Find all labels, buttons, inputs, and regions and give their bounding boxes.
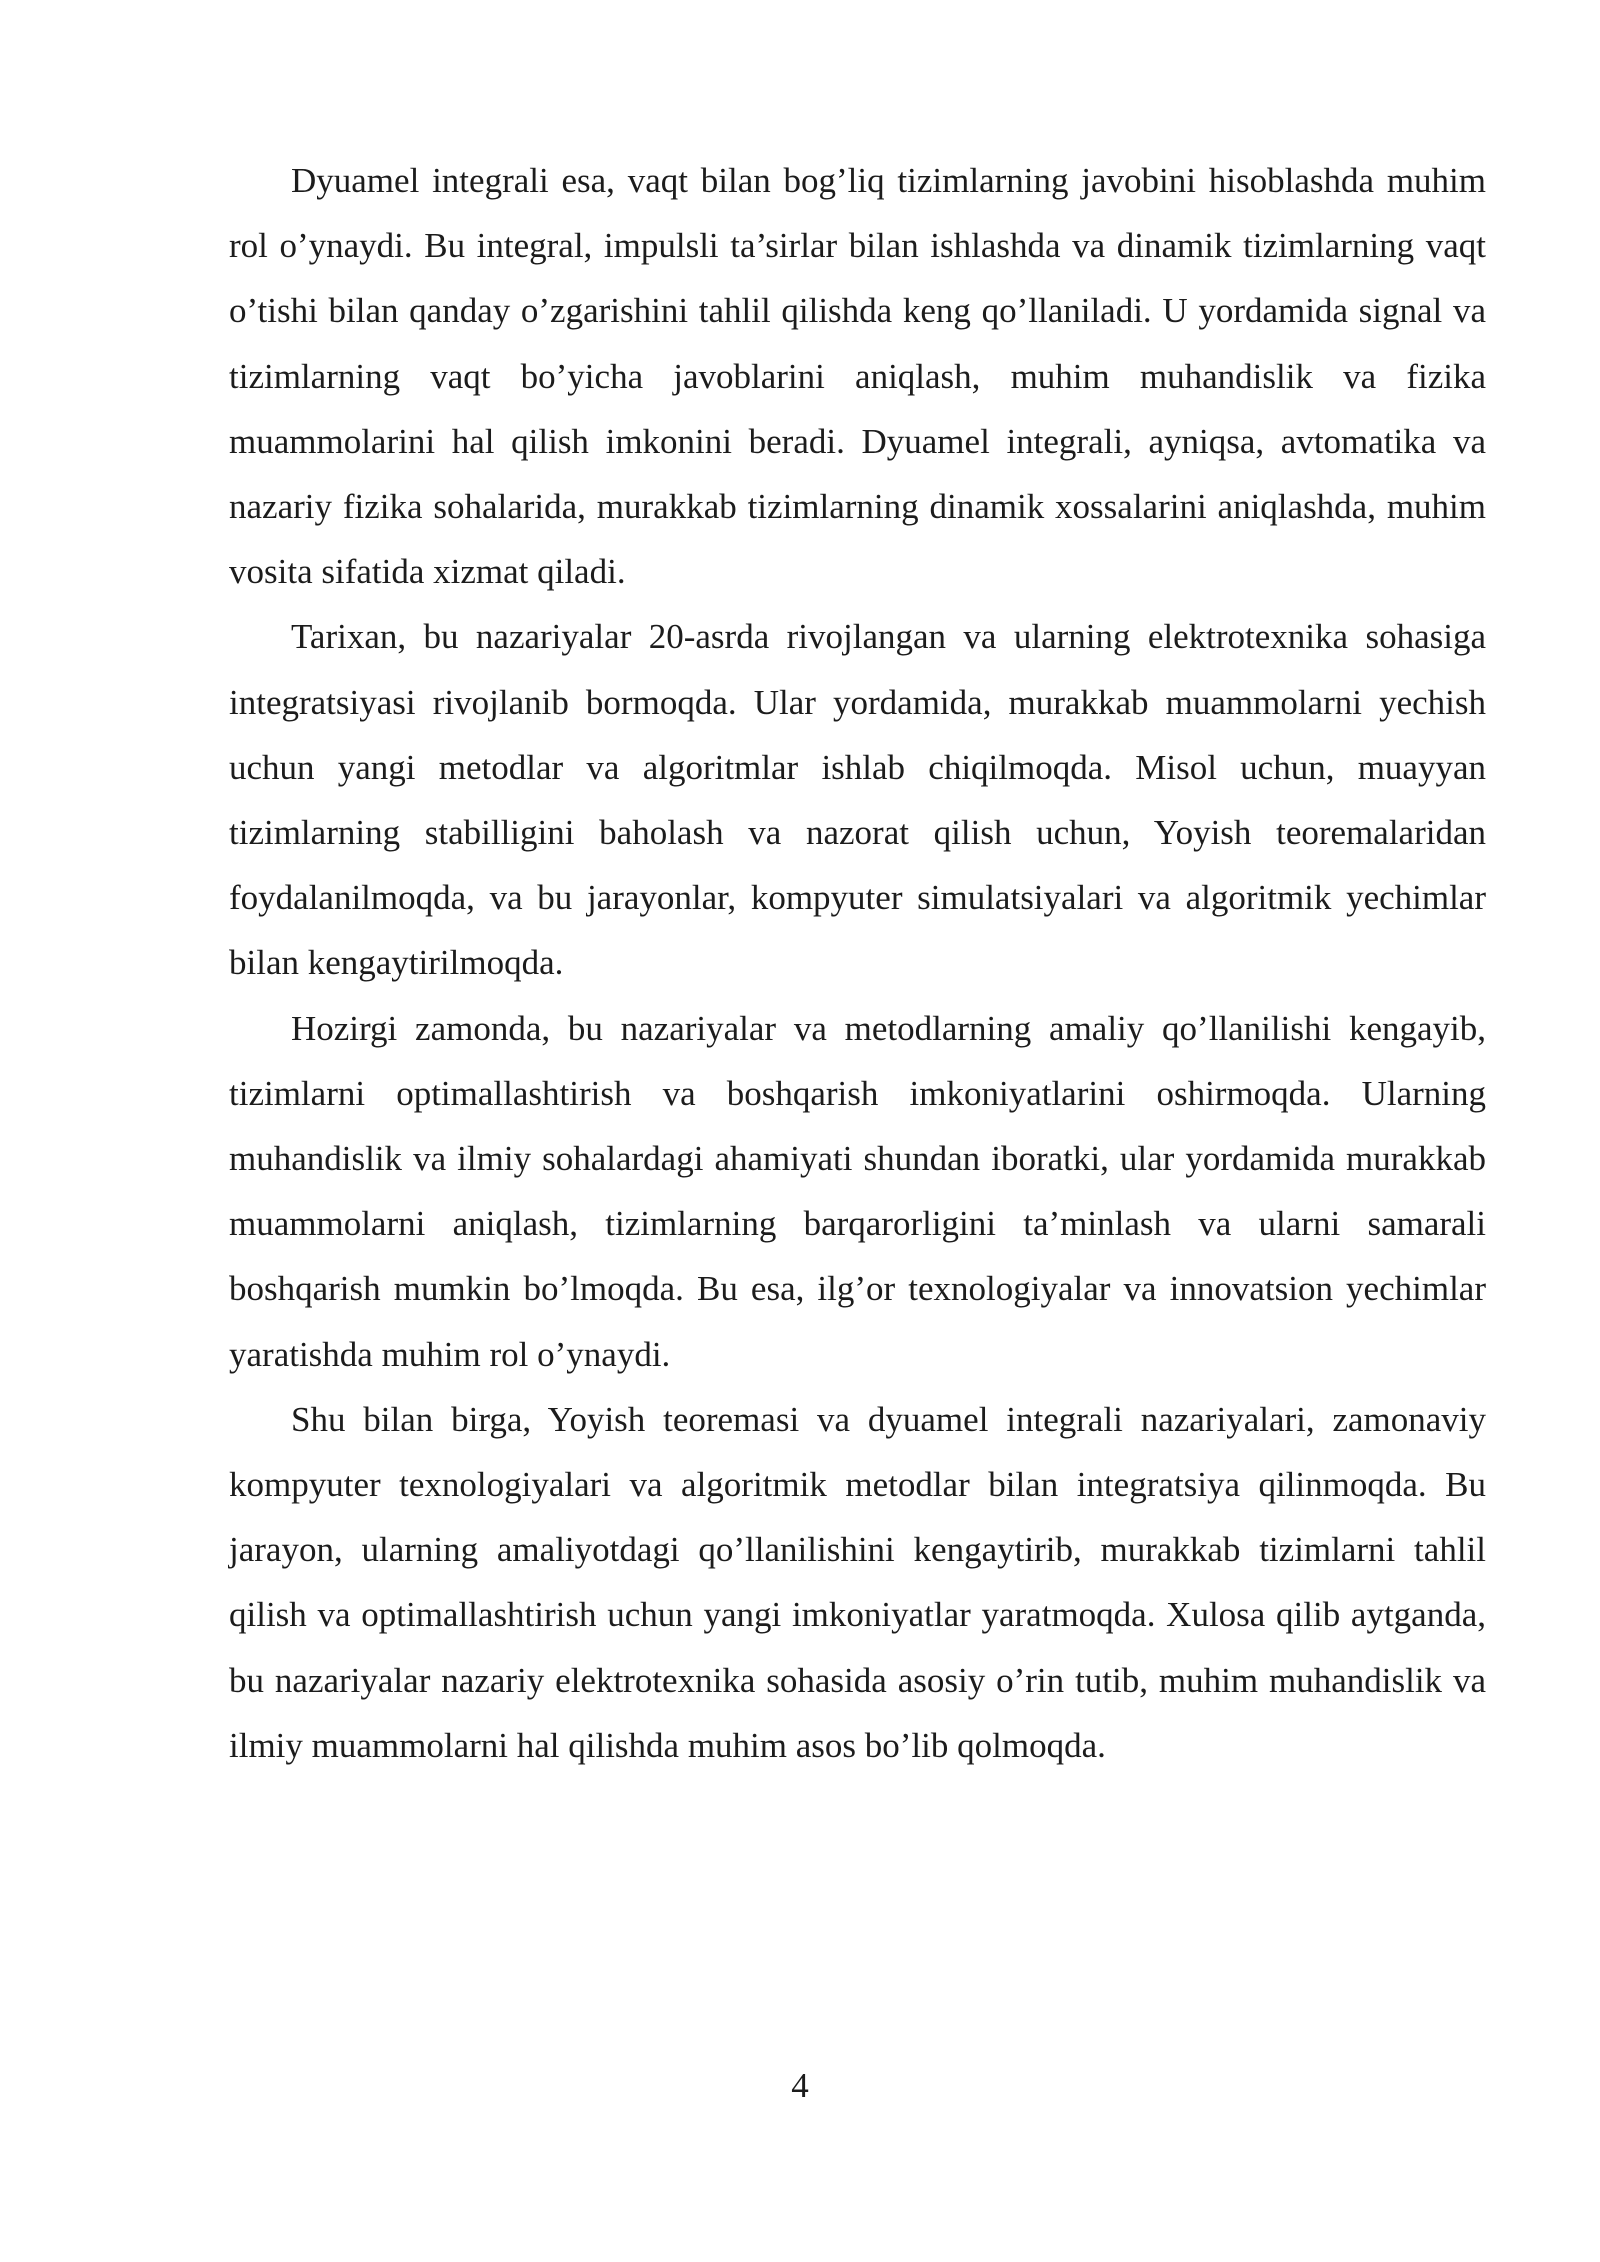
paragraph-dyuamel-integral: Dyuamel integrali esa, vaqt bilan bog’liq tizimlarning javobini hisoblashda muhim rol o’ynaydi. Bu integral, impulsli ta’sirlar bilan ishlashda va dinamik tizimlarning vaqt o’tishi bilan qanday o’zgarishini tahlil qilishda keng qo’llaniladi. U yordamida signal va tizimlarning vaqt bo’yicha javoblarini aniqlash, muhim muhandislik va fizika muammolarini hal qilish imkonini beradi. Dyuamel integrali, ayniqsa, avtomatika va nazariy fizika sohalarida, murakkab tizimlarning dinamik xossalarini aniqlashda, muhim vosita sifatida xizmat qiladi.: [229, 161, 1486, 592]
body-text: [229, 148, 1486, 1778]
page-number: 4: [791, 2066, 809, 2105]
paragraph-modern-application: Hozirgi zamonda, bu nazariyalar va metodlarning amaliy qo’llanilishi kengayib, tizimlarni optimallashtirish va boshqarish imkoniyatlarini oshirmoqda. Ularning muhandislik va ilmiy sohalardagi ahamiyati shundan iboratki, ular yordamida murakkab muammolarni aniqlash, tizimlarning barqarorligini ta’minlash va ularni samarali boshqarish mumkin bo’lmoqda. Bu esa, ilg’or texnologiyalar va innovatsion yechimlar yaratishda muhim rol o’ynaydi.: [229, 1008, 1486, 1374]
paragraph-history: Tarixan, bu nazariyalar 20-asrda rivojlangan va ularning elektrotexnika sohasiga integratsiyasi rivojlanib bormoqda. Ular yordamida, murakkab muammolarni yechish uchun yangi metodlar va algoritmlar ishlab chiqilmoqda. Misol uchun, muayyan tizimlarning stabilligini baholash va nazorat qilish uchun, Yoyish teoremalaridan foydalanilmoqda, va bu jarayonlar, kompyuter simulatsiyalari va algoritmik yechimlar bilan kengaytirilmoqda.: [229, 617, 1486, 983]
paragraph-conclusion: Shu bilan birga, Yoyish teoremasi va dyuamel integrali nazariyalari, zamonaviy kompyuter texnologiyalari va algoritmik metodlar bilan integratsiya qilinmoqda. Bu jarayon, ularning amaliyotdagi qo’llanilishini kengaytirib, murakkab tizimlarni tahlil qilish va optimallashtirish uchun yangi imkoniyatlar yaratmoqda. Xulosa qilib aytganda, bu nazariyalar nazariy elektrotexnika sohasida asosiy o’rin tutib, muhim muhandislik va ilmiy muammolarni hal qilishda muhim asos bo’lib qolmoqda.: [229, 1399, 1486, 1765]
